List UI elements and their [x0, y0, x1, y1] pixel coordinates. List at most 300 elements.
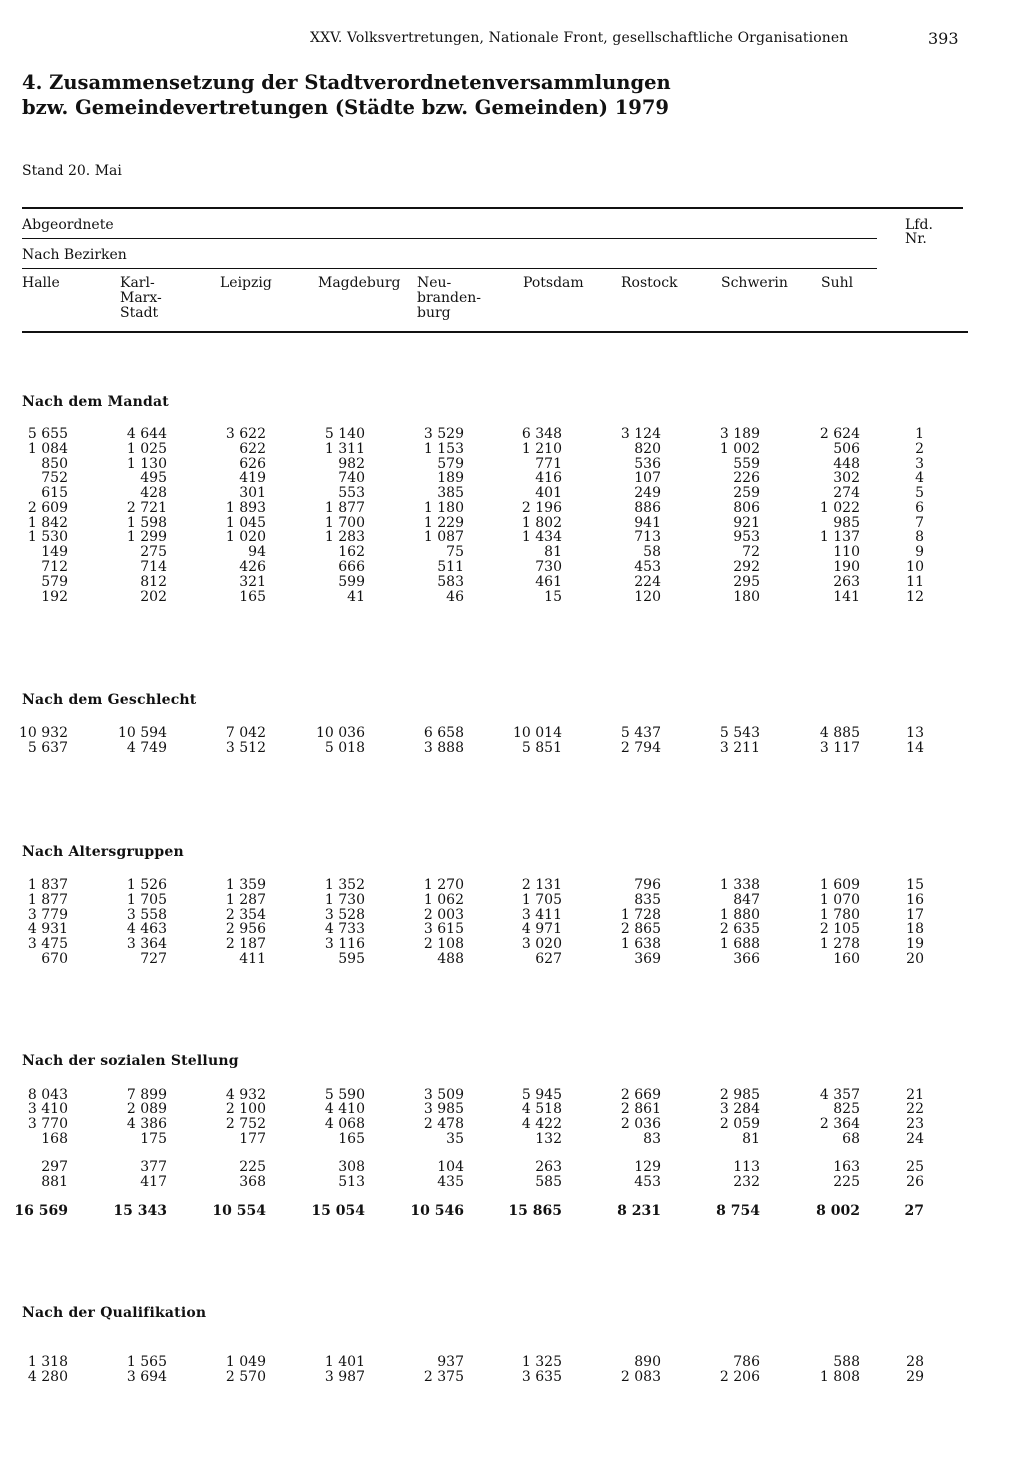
row-number: 14: [906, 740, 924, 756]
table-row: [0, 560, 1024, 575]
table-cell: 5 140: [324, 426, 365, 442]
table-cell: 670: [41, 951, 68, 967]
row-number: 18: [906, 921, 924, 937]
table-cell: 2 865: [620, 921, 661, 937]
table-cell: 2 187: [225, 936, 266, 952]
table-cell: 259: [733, 485, 760, 501]
column-header: branden-: [417, 290, 482, 306]
table-cell: 1 565: [126, 1354, 167, 1370]
table-cell: 4 280: [27, 1369, 68, 1385]
table-cell: 1 837: [27, 877, 68, 893]
table-cell: 1 210: [521, 441, 562, 457]
table-cell: 488: [437, 951, 464, 967]
table-cell: 1 325: [521, 1354, 562, 1370]
table-cell: 1 609: [819, 877, 860, 893]
table-cell: 35: [446, 1131, 464, 1147]
table-cell: 416: [535, 470, 562, 486]
table-cell: 4 422: [521, 1116, 562, 1132]
table-cell: 461: [535, 574, 562, 590]
table-cell: 377: [140, 1159, 167, 1175]
row-number: 29: [906, 1369, 924, 1385]
table-cell: 588: [833, 1354, 860, 1370]
table-cell: 2 375: [423, 1369, 464, 1385]
table-cell: 825: [833, 1101, 860, 1117]
table-cell: 3 615: [423, 921, 464, 937]
table-cell: 274: [833, 485, 860, 501]
title-line-1: 4. Zusammensetzung der Stadtverordnetenversammlungen: [22, 71, 671, 94]
table-cell: 2 721: [126, 500, 167, 516]
table-cell: 104: [437, 1159, 464, 1175]
table-cell: 553: [338, 485, 365, 501]
table-cell: 224: [634, 574, 661, 590]
table-cell: 1 045: [225, 515, 266, 531]
table-cell: 3 410: [27, 1101, 68, 1117]
table-cell: 10 546: [410, 1203, 464, 1219]
table-cell: 713: [634, 529, 661, 545]
table-row: [0, 952, 1024, 967]
table-cell: 189: [437, 470, 464, 486]
table-cell: 301: [239, 485, 266, 501]
table-cell: 8 043: [27, 1087, 68, 1103]
table-cell: 4 971: [521, 921, 562, 937]
row-number: 1: [915, 426, 924, 442]
table-cell: 2 059: [719, 1116, 760, 1132]
section-title: Nach der Qualifikation: [22, 1305, 207, 1321]
table-cell: 3 475: [27, 936, 68, 952]
table-cell: 3 529: [423, 426, 464, 442]
table-cell: 820: [634, 441, 661, 457]
table-cell: 1 020: [225, 529, 266, 545]
header-bottom-rule: [22, 331, 968, 333]
table-cell: 263: [833, 574, 860, 590]
header-label-nach-bezirken: Nach Bezirken: [22, 247, 127, 263]
table-cell: 3 779: [27, 907, 68, 923]
table-cell: 4 386: [126, 1116, 167, 1132]
column-header: Leipzig: [220, 275, 272, 291]
row-number: 17: [906, 907, 924, 923]
table-cell: 15: [544, 589, 562, 605]
table-cell: 1 270: [423, 877, 464, 893]
table-cell: 921: [733, 515, 760, 531]
table-row: [0, 427, 1024, 442]
table-cell: 1 728: [620, 907, 661, 923]
row-number: 7: [915, 515, 924, 531]
table-cell: 2 956: [225, 921, 266, 937]
table-cell: 1 526: [126, 877, 167, 893]
table-cell: 10 554: [212, 1203, 266, 1219]
table-cell: 1 877: [27, 892, 68, 908]
table-cell: 263: [535, 1159, 562, 1175]
section-title: Nach dem Mandat: [22, 394, 169, 410]
table-cell: 5 437: [620, 725, 661, 741]
table-row: [0, 922, 1024, 937]
table-cell: 796: [634, 877, 661, 893]
table-cell: 385: [437, 485, 464, 501]
table-cell: 83: [643, 1131, 661, 1147]
table-cell: 1 130: [126, 456, 167, 472]
table-cell: 165: [239, 589, 266, 605]
table-cell: 3 987: [324, 1369, 365, 1385]
table-cell: 292: [733, 559, 760, 575]
table-cell: 1 352: [324, 877, 365, 893]
table-cell: 579: [41, 574, 68, 590]
table-cell: 2 108: [423, 936, 464, 952]
table-cell: 3 020: [521, 936, 562, 952]
column-header: Stadt: [120, 305, 159, 321]
table-cell: 417: [140, 1174, 167, 1190]
table-cell: 1 299: [126, 529, 167, 545]
table-cell: 5 945: [521, 1087, 562, 1103]
table-cell: 579: [437, 456, 464, 472]
table-cell: 1 700: [324, 515, 365, 531]
table-row: [0, 471, 1024, 486]
table-cell: 714: [140, 559, 167, 575]
table-cell: 232: [733, 1174, 760, 1190]
row-number: 24: [906, 1131, 924, 1147]
table-row: [0, 1175, 1024, 1190]
table-cell: 163: [833, 1159, 860, 1175]
section-title: Nach Altersgruppen: [22, 844, 184, 860]
title-line-2: bzw. Gemeindevertretungen (Städte bzw. Gemeinden) 1979: [22, 96, 669, 119]
header-label-abgeordnete: Abgeordnete: [22, 217, 114, 233]
table-cell: 4 733: [324, 921, 365, 937]
column-header: Marx-: [120, 290, 162, 306]
table-cell: 1 359: [225, 877, 266, 893]
table-cell: 3 635: [521, 1369, 562, 1385]
table-cell: 202: [140, 589, 167, 605]
column-header: Potsdam: [523, 275, 584, 291]
table-cell: 2 985: [719, 1087, 760, 1103]
page-number: 393: [928, 29, 959, 48]
table-cell: 10 932: [19, 725, 68, 741]
table-cell: 2 089: [126, 1101, 167, 1117]
table-cell: 1 705: [521, 892, 562, 908]
table-cell: 1 002: [719, 441, 760, 457]
table-cell: 2 003: [423, 907, 464, 923]
table-cell: 1 287: [225, 892, 266, 908]
table-cell: 941: [634, 515, 661, 531]
table-cell: 46: [446, 589, 464, 605]
table-cell: 4 357: [819, 1087, 860, 1103]
table-row: [0, 1132, 1024, 1147]
table-cell: 595: [338, 951, 365, 967]
table-row: [0, 545, 1024, 560]
table-cell: 15 054: [311, 1203, 365, 1219]
row-number: 15: [906, 877, 924, 893]
table-cell: 275: [140, 544, 167, 560]
table-cell: 511: [437, 559, 464, 575]
table-cell: 4 410: [324, 1101, 365, 1117]
table-cell: 2 364: [819, 1116, 860, 1132]
table-cell: 2 861: [620, 1101, 661, 1117]
table-cell: 1 084: [27, 441, 68, 457]
table-title: [22, 70, 671, 120]
table-cell: 4 932: [225, 1087, 266, 1103]
table-cell: 2 478: [423, 1116, 464, 1132]
table-cell: 835: [634, 892, 661, 908]
table-cell: 1 638: [620, 936, 661, 952]
table-cell: 1 283: [324, 529, 365, 545]
table-cell: 1 229: [423, 515, 464, 531]
table-cell: 513: [338, 1174, 365, 1190]
table-cell: 453: [634, 559, 661, 575]
table-cell: 160: [833, 951, 860, 967]
table-cell: 5 018: [324, 740, 365, 756]
table-cell: 3 364: [126, 936, 167, 952]
row-number: 10: [906, 559, 924, 575]
table-cell: 847: [733, 892, 760, 908]
table-cell: 1 880: [719, 907, 760, 923]
table-cell: 727: [140, 951, 167, 967]
table-cell: 2 624: [819, 426, 860, 442]
table-cell: 113: [733, 1159, 760, 1175]
table-cell: 3 888: [423, 740, 464, 756]
table-cell: 75: [446, 544, 464, 560]
table-cell: 110: [833, 544, 860, 560]
section-title: Nach dem Geschlecht: [22, 692, 197, 708]
row-number: 4: [915, 470, 924, 486]
table-cell: 295: [733, 574, 760, 590]
table-cell: 453: [634, 1174, 661, 1190]
table-cell: 1 893: [225, 500, 266, 516]
table-cell: 1 278: [819, 936, 860, 952]
row-number: 26: [906, 1174, 924, 1190]
row-number: 2: [915, 441, 924, 457]
row-number: 25: [906, 1159, 924, 1175]
table-cell: 1 049: [225, 1354, 266, 1370]
table-cell: 2 196: [521, 500, 562, 516]
table-cell: 3 116: [324, 936, 365, 952]
table-cell: 8 231: [617, 1203, 661, 1219]
table-row: [0, 530, 1024, 545]
table-cell: 10 014: [513, 725, 562, 741]
table-cell: 5 543: [719, 725, 760, 741]
table-cell: 2 206: [719, 1369, 760, 1385]
table-cell: 41: [347, 589, 365, 605]
row-number: 11: [906, 574, 924, 590]
table-cell: 225: [239, 1159, 266, 1175]
table-cell: 16 569: [14, 1203, 68, 1219]
table-cell: 7 042: [225, 725, 266, 741]
row-number: 16: [906, 892, 924, 908]
header-rule-2: [22, 268, 877, 269]
table-cell: 585: [535, 1174, 562, 1190]
table-cell: 369: [634, 951, 661, 967]
table-cell: 72: [742, 544, 760, 560]
table-row: [0, 486, 1024, 501]
table-cell: 132: [535, 1131, 562, 1147]
table-row: [0, 1160, 1024, 1175]
table-cell: 426: [239, 559, 266, 575]
table-cell: 4 518: [521, 1101, 562, 1117]
table-cell: 786: [733, 1354, 760, 1370]
row-number: 20: [906, 951, 924, 967]
table-cell: 712: [41, 559, 68, 575]
table-cell: 8 002: [816, 1203, 860, 1219]
row-number: 28: [906, 1354, 924, 1370]
table-cell: 1 780: [819, 907, 860, 923]
table-cell: 81: [742, 1131, 760, 1147]
table-row: [0, 501, 1024, 516]
row-number: 12: [906, 589, 924, 605]
table-cell: 886: [634, 500, 661, 516]
table-cell: 411: [239, 951, 266, 967]
row-number: 27: [904, 1203, 924, 1219]
table-cell: 1 401: [324, 1354, 365, 1370]
table-cell: 3 694: [126, 1369, 167, 1385]
table-cell: 495: [140, 470, 167, 486]
table-cell: 3 770: [27, 1116, 68, 1132]
table-cell: 2 609: [27, 500, 68, 516]
table-cell: 149: [41, 544, 68, 560]
table-cell: 401: [535, 485, 562, 501]
table-cell: 2 570: [225, 1369, 266, 1385]
table-cell: 177: [239, 1131, 266, 1147]
table-cell: 168: [41, 1131, 68, 1147]
table-cell: 615: [41, 485, 68, 501]
table-cell: 730: [535, 559, 562, 575]
table-cell: 2 100: [225, 1101, 266, 1117]
table-cell: 599: [338, 574, 365, 590]
table-cell: 1 025: [126, 441, 167, 457]
table-row: [0, 1117, 1024, 1132]
table-row: [0, 937, 1024, 952]
table-cell: 3 189: [719, 426, 760, 442]
row-number: 19: [906, 936, 924, 952]
table-cell: 302: [833, 470, 860, 486]
table-cell: 2 354: [225, 907, 266, 923]
table-row: [0, 726, 1024, 741]
table-cell: 5 590: [324, 1087, 365, 1103]
table-cell: 806: [733, 500, 760, 516]
table-cell: 6 658: [423, 725, 464, 741]
table-cell: 4 463: [126, 921, 167, 937]
table-cell: 2 036: [620, 1116, 661, 1132]
table-cell: 3 622: [225, 426, 266, 442]
table-row: [0, 1355, 1024, 1370]
table-cell: 937: [437, 1354, 464, 1370]
table-cell: 297: [41, 1159, 68, 1175]
table-cell: 190: [833, 559, 860, 575]
table-cell: 419: [239, 470, 266, 486]
column-header: Rostock: [621, 275, 678, 291]
table-row: [0, 442, 1024, 457]
table-row: [0, 1370, 1024, 1385]
table-cell: 3 528: [324, 907, 365, 923]
table-cell: 162: [338, 544, 365, 560]
header-rule-1: [22, 238, 877, 239]
table-cell: 622: [239, 441, 266, 457]
table-cell: 2 635: [719, 921, 760, 937]
table-cell: 559: [733, 456, 760, 472]
table-cell: 368: [239, 1174, 266, 1190]
column-header: burg: [417, 305, 451, 321]
row-number: 21: [906, 1087, 924, 1103]
table-cell: 7 899: [126, 1087, 167, 1103]
row-number: 6: [915, 500, 924, 516]
table-cell: 3 211: [719, 740, 760, 756]
table-cell: 94: [248, 544, 266, 560]
row-number: 3: [915, 456, 924, 472]
table-cell: 129: [634, 1159, 661, 1175]
table-cell: 5 637: [27, 740, 68, 756]
table-cell: 3 124: [620, 426, 661, 442]
table-cell: 226: [733, 470, 760, 486]
table-cell: 1 842: [27, 515, 68, 531]
table-cell: 1 311: [324, 441, 365, 457]
table-cell: 1 688: [719, 936, 760, 952]
table-cell: 627: [535, 951, 562, 967]
table-cell: 107: [634, 470, 661, 486]
table-cell: 165: [338, 1131, 365, 1147]
table-cell: 15 865: [508, 1203, 562, 1219]
top-rule: [22, 207, 963, 209]
table-cell: 3 512: [225, 740, 266, 756]
table-cell: 1 808: [819, 1369, 860, 1385]
table-cell: 3 558: [126, 907, 167, 923]
table-cell: 2 794: [620, 740, 661, 756]
table-cell: 583: [437, 574, 464, 590]
table-cell: 536: [634, 456, 661, 472]
column-header: Suhl: [821, 275, 854, 291]
header-label-lfd: Lfd.: [905, 217, 933, 233]
table-cell: 2 752: [225, 1116, 266, 1132]
table-cell: 1 180: [423, 500, 464, 516]
table-cell: 4 749: [126, 740, 167, 756]
table-cell: 2 669: [620, 1087, 661, 1103]
table-cell: 192: [41, 589, 68, 605]
column-header: Karl-: [120, 275, 155, 291]
table-cell: 812: [140, 574, 167, 590]
table-cell: 982: [338, 456, 365, 472]
table-cell: 1 530: [27, 529, 68, 545]
table-cell: 120: [634, 589, 661, 605]
row-number: 9: [915, 544, 924, 560]
table-row: [0, 590, 1024, 605]
table-cell: 225: [833, 1174, 860, 1190]
table-cell: 5 655: [27, 426, 68, 442]
column-header: Schwerin: [721, 275, 788, 291]
table-cell: 10 594: [118, 725, 167, 741]
table-cell: 1 137: [819, 529, 860, 545]
column-header: Magdeburg: [318, 275, 401, 291]
table-cell: 1 802: [521, 515, 562, 531]
table-cell: 2 083: [620, 1369, 661, 1385]
table-row: [0, 878, 1024, 893]
running-head: XXV. Volksvertretungen, Nationale Front, gesellschaftliche Organisationen: [310, 30, 849, 46]
table-cell: 5 851: [521, 740, 562, 756]
table-row: [0, 741, 1024, 756]
table-cell: 15 343: [113, 1203, 167, 1219]
table-cell: 175: [140, 1131, 167, 1147]
table-cell: 985: [833, 515, 860, 531]
table-cell: 3 284: [719, 1101, 760, 1117]
table-cell: 881: [41, 1174, 68, 1190]
table-cell: 321: [239, 574, 266, 590]
table-cell: 68: [842, 1131, 860, 1147]
table-cell: 58: [643, 544, 661, 560]
table-cell: 953: [733, 529, 760, 545]
table-cell: 428: [140, 485, 167, 501]
table-cell: 4 885: [819, 725, 860, 741]
table-cell: 1 153: [423, 441, 464, 457]
table-cell: 8 754: [716, 1203, 760, 1219]
table-cell: 4 644: [126, 426, 167, 442]
table-cell: 752: [41, 470, 68, 486]
table-cell: 506: [833, 441, 860, 457]
table-cell: 1 434: [521, 529, 562, 545]
column-header: Halle: [22, 275, 60, 291]
